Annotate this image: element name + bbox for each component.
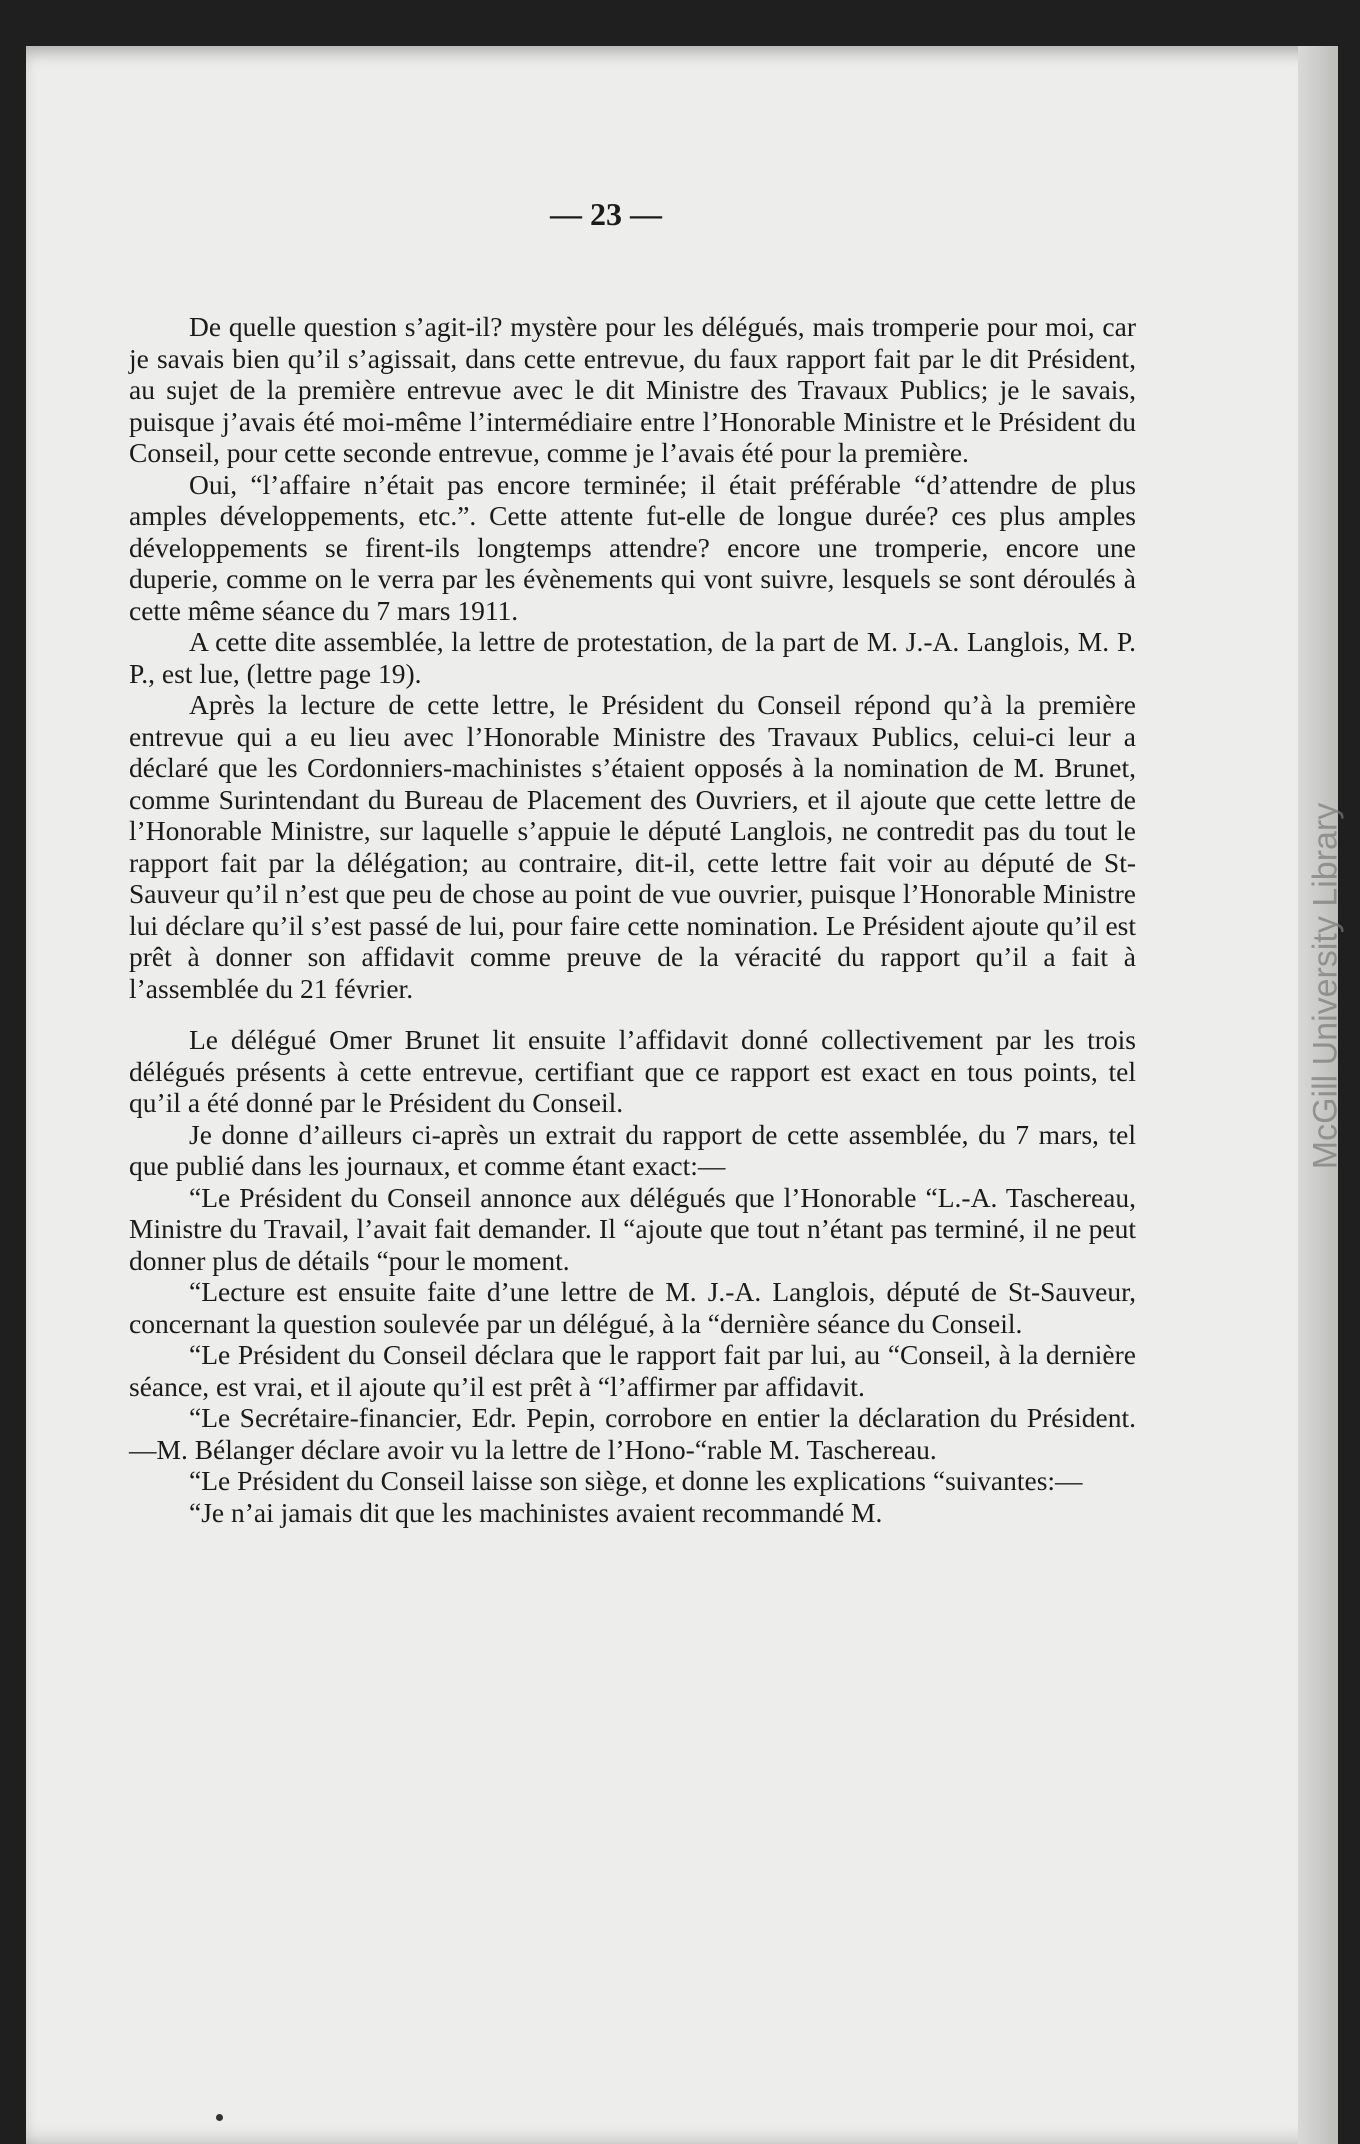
paragraph: “Le Président du Conseil annonce aux délégués que l’Honorable “L.-A. Taschereau, Ministre du Travail, l’avait fait demander. Il “ajoute que tout n’étant pas terminé, il ne peut donner plus de détails “pour le moment.: [129, 1181, 1136, 1276]
scanned-page: [26, 46, 1345, 2144]
page-number: — 23 —: [550, 196, 662, 232]
paragraph: Le délégué Omer Brunet lit ensuite l’affidavit donné collectivement par les trois délégués présents à cette entrevue, certifiant que ce rapport est exact en tous points, tel qu’il a été donné par le Président du Conseil.: [129, 1024, 1136, 1118]
paragraph: “Le Président du Conseil laisse son siège, et donne les explications “suivantes:—: [189, 1465, 1083, 1496]
library-watermark: [1296, 802, 1356, 1170]
paragraph: De quelle question s’agit-il? mystère pour les délégués, mais tromperie pour moi, car je savais bien qu’il s’agissait, dans cette entrevue, du faux rapport fait par le dit Président, au sujet de la première entrevue avec le dit Ministre des Travaux Publics; je le savais, puisque j’avais été moi-même l’intermédiaire entre l’Honorable Ministre et le Président du Conseil, pour cette seconde entrevue, comme je l’avais été pour la première.: [129, 311, 1136, 468]
paragraph: Après la lecture de cette lettre, le Président du Conseil répond qu’à la première entrevue qui a eu lieu avec l’Honorable Ministre des Travaux Publics, celui-ci leur a déclaré que les Cordonniers-machinistes s’étaient opposés à la nomination de M. Brunet, comme Surintendant du Bureau de Placement des Ouvriers, et il ajoute que cette lettre de l’Honorable Ministre, sur laquelle s’appuie le député Langlois, ne contredit pas du tout le rapport fait par la délégation; au contraire, dit-il, cette lettre fait voir au député de St-Sauveur qu’il n’est que peu de chose au point de vue ouvrier, puisque l’Honorable Ministre lui déclare qu’il s’est passé de lui, pour faire cette nomination. Le Président ajoute qu’il est prêt à donner son affidavit comme preuve de la véracité du rapport qu’il a fait à l’assemblée du 21 février.: [129, 689, 1136, 1004]
paragraph: “Lecture est ensuite faite d’une lettre de M. J.-A. Langlois, député de St-Sauveur, concernant la question soulevée par un délégué, à la “dernière séance du Conseil.: [129, 1276, 1136, 1339]
paragraph: “Je n’ai jamais dit que les machinistes avaient recommandé M.: [189, 1496, 883, 1528]
paragraph: A cette dite assemblée, la lettre de protestation, de la part de M. J.-A. Langlois, M. P. P., est lue, (lettre page 19).: [129, 626, 1136, 689]
paragraph: “Le Secrétaire-financier, Edr. Pepin, corrobore en entier la déclaration du Président.—M. Bélanger déclare avoir vu la lettre de l’Hono-“rable M. Taschereau.: [129, 1402, 1136, 1465]
ink-speck: [216, 2114, 223, 2121]
watermark-text: McGill University Library: [1306, 802, 1345, 1170]
paragraph: Oui, “l’affaire n’était pas encore terminée; il était préférable “d’attendre de plus amples développements, etc.”. Cette attente fut-elle de longue durée? ces plus amples développements se firent-ils longtemps attendre? encore une tromperie, encore une duperie, comme on le verra par les évènements qui vont suivre, lesquels se sont déroulés à cette même séance du 7 mars 1911.: [129, 468, 1136, 626]
paragraph: Je donne d’ailleurs ci-après un extrait du rapport de cette assemblée, du 7 mars, tel que publié dans les journaux, et comme étant exact:—: [129, 1118, 1136, 1181]
body-text: [129, 311, 1136, 1528]
paragraph: “Le Président du Conseil déclara que le rapport fait par lui, au “Conseil, à la dernière séance, est vrai, et il ajoute qu’il est prêt à “l’affirmer par affidavit.: [129, 1339, 1136, 1402]
